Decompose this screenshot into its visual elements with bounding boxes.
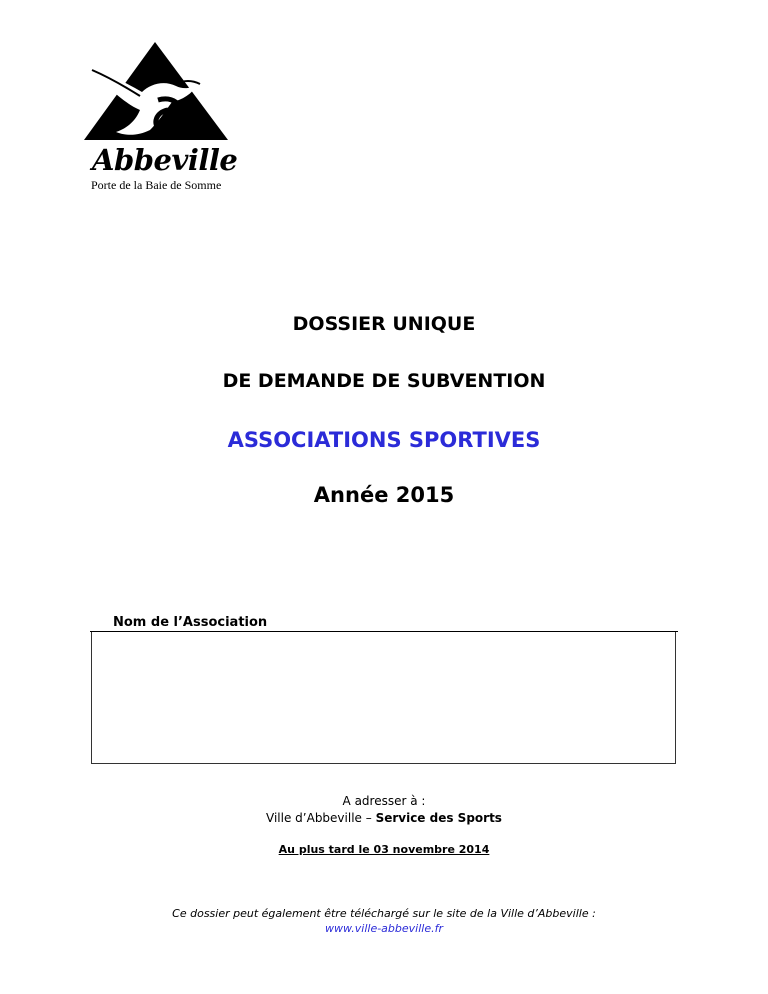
association-label: Nom de l’Association xyxy=(113,615,268,630)
address-recipient xyxy=(0,811,768,825)
website-link[interactable]: www.ville-abbeville.fr xyxy=(324,922,443,935)
logo-tagline: Porte de la Baie de Somme xyxy=(91,178,222,192)
title-annee: Année 2015 xyxy=(313,483,455,507)
recipient-service: Service des Sports xyxy=(375,811,502,825)
recipient-city: Ville d’Abbeville – xyxy=(266,811,376,825)
title-dossier-unique: DOSSIER UNIQUE xyxy=(292,313,476,335)
address-intro: A adresser à : xyxy=(342,794,426,808)
title-associations-sportives: ASSOCIATIONS SPORTIVES xyxy=(227,428,541,452)
download-note: Ce dossier peut également être téléchargé sur le site de la Ville d’Abbeville : xyxy=(172,907,596,920)
bird-triangle-icon xyxy=(80,40,230,150)
logo-wordmark: Abbeville xyxy=(92,143,238,177)
association-name-field[interactable] xyxy=(91,632,676,764)
abbeville-logo xyxy=(80,40,238,195)
title-demande-subvention: DE DEMANDE DE SUBVENTION xyxy=(222,370,546,392)
deadline-text: Au plus tard le 03 novembre 2014 xyxy=(278,843,490,856)
